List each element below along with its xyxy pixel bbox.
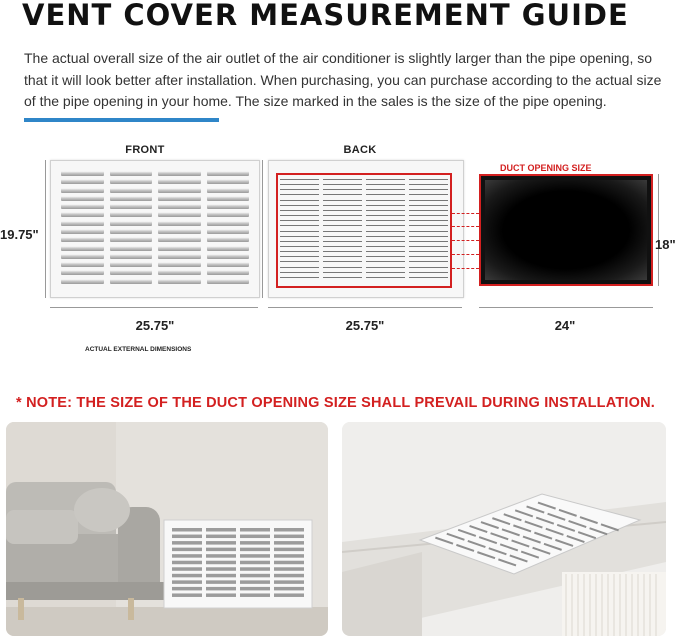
back-slat — [323, 220, 362, 221]
front-slat — [158, 179, 201, 184]
duct-width-line — [479, 307, 653, 308]
back-slat — [323, 210, 362, 211]
back-slat — [409, 189, 448, 190]
living-vent-slat — [240, 561, 270, 565]
back-slat — [409, 251, 448, 252]
front-slat — [207, 237, 250, 242]
back-slat — [323, 179, 362, 180]
back-slat — [280, 261, 319, 262]
back-slat — [366, 220, 405, 221]
back-slat — [366, 215, 405, 216]
front-slat — [61, 262, 104, 267]
back-slat — [280, 267, 319, 268]
front-slat — [110, 270, 153, 275]
back-slat — [323, 189, 362, 190]
living-vent-slat — [240, 574, 270, 578]
duct-opening — [485, 180, 647, 280]
living-vent-slat — [240, 548, 270, 552]
living-vent-slat — [240, 587, 270, 591]
back-slat — [323, 194, 362, 195]
front-slat — [207, 179, 250, 184]
back-slat — [366, 236, 405, 237]
living-vent-slat — [274, 574, 304, 578]
living-vent-slat — [206, 541, 236, 545]
ceiling-illustration — [342, 422, 666, 636]
living-vent-slat — [172, 593, 202, 597]
back-slat — [280, 205, 319, 206]
front-slat — [61, 246, 104, 251]
front-slat — [61, 204, 104, 209]
intro-paragraph: The actual overall size of the air outlet of the air conditioner is slightly larger than the pipe opening, so that it will look better after installation. When purchasing, you can purchase according to the actual size of the pipe opening in your home. The size marked in the sales is the size of the pipe opening. — [24, 50, 662, 109]
front-slat — [110, 254, 153, 259]
front-slat — [110, 171, 153, 176]
back-slat — [409, 272, 448, 273]
front-slat — [110, 204, 153, 209]
ceiling-photo — [342, 422, 666, 636]
back-slat — [409, 210, 448, 211]
back-slat — [323, 205, 362, 206]
front-slat-column — [207, 171, 250, 287]
living-vent-slat — [206, 574, 236, 578]
back-slat — [409, 261, 448, 262]
living-vent-slat — [240, 567, 270, 571]
back-slat-column — [280, 179, 319, 282]
front-slat — [110, 237, 153, 242]
front-slat — [158, 188, 201, 193]
front-slat — [207, 229, 250, 234]
living-vent-slat — [172, 528, 202, 532]
front-slat — [158, 246, 201, 251]
back-opening-outline — [276, 173, 452, 288]
living-vent-slat — [274, 567, 304, 571]
back-slat — [323, 246, 362, 247]
back-slat — [409, 200, 448, 201]
front-slat — [207, 212, 250, 217]
back-slat — [280, 194, 319, 195]
front-slat — [61, 212, 104, 217]
back-slat-column — [409, 179, 448, 282]
living-vent-slat — [274, 554, 304, 558]
living-vent-slat — [240, 528, 270, 532]
back-slat — [366, 261, 405, 262]
back-slat — [409, 236, 448, 237]
front-slat — [158, 171, 201, 176]
back-slat — [409, 205, 448, 206]
front-slat — [158, 196, 201, 201]
page-title: VENT COVER MEASUREMENT GUIDE — [22, 0, 629, 32]
front-slat — [207, 196, 250, 201]
back-slat — [409, 231, 448, 232]
front-slat — [158, 229, 201, 234]
front-grille — [50, 160, 260, 298]
back-slat — [366, 189, 405, 190]
living-vent-slat — [206, 528, 236, 532]
back-slat — [366, 200, 405, 201]
front-slat — [110, 212, 153, 217]
living-vent-slat — [274, 580, 304, 584]
living-vent-slat — [240, 535, 270, 539]
front-slat — [61, 221, 104, 226]
front-height-label: 19.75" — [0, 227, 39, 242]
front-slat — [207, 270, 250, 275]
front-width-label: 25.75" — [135, 318, 175, 333]
living-vent-slat — [274, 535, 304, 539]
back-slat — [409, 256, 448, 257]
back-slat — [280, 184, 319, 185]
front-slat — [61, 237, 104, 242]
living-room-photo — [6, 422, 328, 636]
back-slat — [280, 241, 319, 242]
duct-width-label: 24" — [554, 318, 576, 333]
back-slat — [323, 256, 362, 257]
living-vent-slat — [206, 548, 236, 552]
front-slat-column — [110, 171, 153, 287]
back-slat — [280, 236, 319, 237]
front-slat-column — [61, 171, 104, 287]
living-vent-slat — [172, 554, 202, 558]
back-slat — [366, 241, 405, 242]
back-slat — [323, 225, 362, 226]
installation-note: * NOTE: THE SIZE OF THE DUCT OPENING SIZE SHALL PREVAIL DURING INSTALLATION. — [16, 395, 655, 411]
living-vent-slat — [172, 535, 202, 539]
back-slat — [323, 277, 362, 278]
front-slat — [207, 188, 250, 193]
front-slat — [207, 246, 250, 251]
front-width-line — [50, 307, 258, 308]
front-right-guide — [262, 160, 263, 298]
living-vent-slat — [240, 554, 270, 558]
living-vent-slat — [206, 554, 236, 558]
front-slat — [207, 221, 250, 226]
living-vent-slat — [274, 528, 304, 532]
back-slat — [280, 189, 319, 190]
front-slat — [110, 188, 153, 193]
back-slat — [366, 225, 405, 226]
living-vent-slat — [172, 567, 202, 571]
back-slat — [409, 184, 448, 185]
front-height-line — [45, 160, 46, 298]
living-vent-slat — [240, 580, 270, 584]
living-vent-slat — [172, 561, 202, 565]
front-slat — [61, 179, 104, 184]
alignment-dash — [452, 226, 479, 227]
back-slat — [323, 200, 362, 201]
living-vent-slat — [240, 541, 270, 545]
back-slat — [280, 251, 319, 252]
front-slat — [61, 196, 104, 201]
front-slat — [158, 204, 201, 209]
back-slat — [409, 267, 448, 268]
back-slat — [323, 261, 362, 262]
back-slat-column — [366, 179, 405, 282]
front-slat — [110, 246, 153, 251]
living-vent-slat — [172, 541, 202, 545]
back-slat — [280, 210, 319, 211]
duct-opening-label: DUCT OPENING SIZE — [500, 163, 592, 173]
front-slat — [207, 262, 250, 267]
back-slat — [366, 179, 405, 180]
living-vent-slat — [274, 593, 304, 597]
back-slat — [409, 179, 448, 180]
living-vent-slat — [206, 561, 236, 565]
duct-height-label: 18" — [655, 237, 676, 252]
living-vent-slat — [206, 593, 236, 597]
back-slat — [366, 277, 405, 278]
back-slat — [366, 267, 405, 268]
back-width-line — [268, 307, 462, 308]
back-slat — [280, 225, 319, 226]
back-width-label: 25.75" — [345, 318, 385, 333]
front-slat — [110, 221, 153, 226]
front-slat — [110, 179, 153, 184]
back-slat — [409, 220, 448, 221]
front-slat — [110, 279, 153, 284]
front-slat — [207, 279, 250, 284]
back-slat — [323, 241, 362, 242]
back-slat — [366, 210, 405, 211]
front-slat — [61, 188, 104, 193]
front-slat — [158, 262, 201, 267]
back-slat — [409, 246, 448, 247]
front-slat — [110, 229, 153, 234]
accent-divider — [24, 118, 219, 122]
alignment-dash — [452, 213, 479, 214]
back-slat-column — [323, 179, 362, 282]
living-vent-slat — [206, 535, 236, 539]
back-slat — [280, 256, 319, 257]
front-slat — [110, 196, 153, 201]
living-vent-slat — [172, 548, 202, 552]
front-slat-column — [158, 171, 201, 287]
back-slat — [323, 215, 362, 216]
back-slat — [280, 215, 319, 216]
living-vent-slat — [206, 580, 236, 584]
back-slat — [366, 205, 405, 206]
living-vent-slat — [172, 580, 202, 584]
alignment-dash — [452, 240, 479, 241]
external-dimensions-caption: ACTUAL EXTERNAL DIMENSIONS — [85, 346, 192, 353]
back-slat — [323, 231, 362, 232]
back-slat — [366, 194, 405, 195]
front-slat — [207, 171, 250, 176]
back-slat — [366, 272, 405, 273]
back-slat — [409, 225, 448, 226]
back-slat — [323, 236, 362, 237]
back-slat — [280, 272, 319, 273]
front-slat — [61, 171, 104, 176]
back-slat — [323, 272, 362, 273]
back-slat — [323, 251, 362, 252]
back-slat — [280, 220, 319, 221]
back-slat — [409, 277, 448, 278]
living-vent-slat — [206, 587, 236, 591]
front-slat — [207, 204, 250, 209]
front-slat — [110, 262, 153, 267]
front-slat — [61, 279, 104, 284]
back-label: BACK — [343, 144, 377, 156]
alignment-dash — [452, 254, 479, 255]
front-slat — [61, 254, 104, 259]
back-slat — [323, 184, 362, 185]
back-slat — [280, 200, 319, 201]
living-vent-slat — [172, 587, 202, 591]
back-slat — [366, 246, 405, 247]
back-slat — [280, 179, 319, 180]
front-slat — [158, 254, 201, 259]
back-slat — [366, 251, 405, 252]
back-slat — [366, 256, 405, 257]
front-slat — [158, 279, 201, 284]
back-slat — [280, 246, 319, 247]
front-slat — [158, 212, 201, 217]
back-slat — [280, 231, 319, 232]
living-vent-slat — [240, 593, 270, 597]
living-room-illustration — [6, 422, 328, 636]
duct-opening-outline — [479, 174, 653, 286]
living-vent-slat — [274, 541, 304, 545]
living-vent-slat — [172, 574, 202, 578]
front-slat — [61, 270, 104, 275]
alignment-dash — [452, 268, 479, 269]
front-slat — [158, 221, 201, 226]
back-slat — [366, 231, 405, 232]
living-vent-slat — [274, 548, 304, 552]
front-slat — [61, 229, 104, 234]
back-slat — [409, 241, 448, 242]
back-slat — [323, 267, 362, 268]
back-slat — [366, 184, 405, 185]
duct-height-line — [658, 174, 659, 286]
living-vent-slat — [274, 561, 304, 565]
living-vent-slat — [206, 567, 236, 571]
front-label: FRONT — [125, 144, 165, 156]
living-vent-slat — [274, 587, 304, 591]
back-slat — [280, 277, 319, 278]
front-slat — [207, 254, 250, 259]
back-slat — [409, 215, 448, 216]
back-slat — [409, 194, 448, 195]
front-slat — [158, 270, 201, 275]
front-slat — [158, 237, 201, 242]
